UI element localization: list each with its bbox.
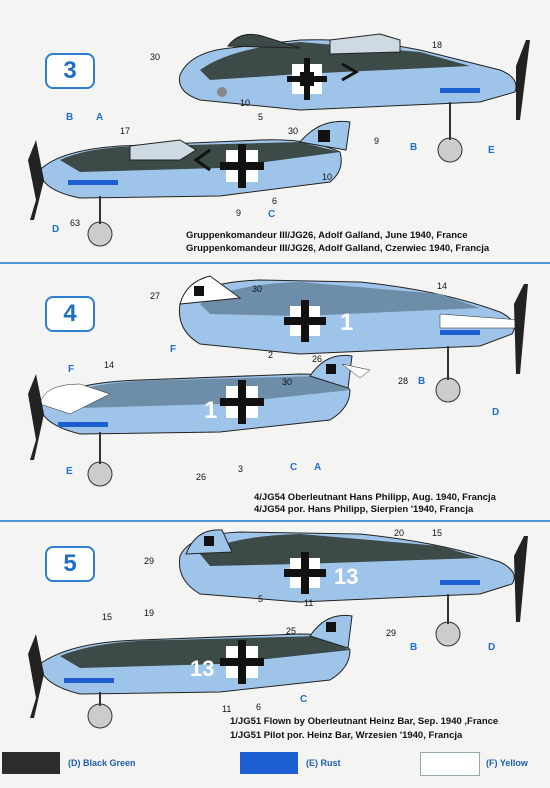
callout-label: B [410, 642, 418, 653]
callout-label: 27 [150, 291, 161, 301]
callout-label: B [66, 112, 74, 123]
legend-label: (F) Yellow [486, 758, 528, 768]
callout-label: A [314, 462, 322, 473]
callout-label: C [268, 209, 276, 220]
callout-label: 9 [236, 208, 242, 218]
callout-label: 20 [394, 528, 405, 538]
scheme-number-badge: 4 [45, 296, 95, 332]
callout-label: F [170, 344, 177, 355]
color-legend [0, 752, 550, 778]
scheme-caption-english: 4/JG54 Oberleutnant Hans Philipp, Aug. 1940, Francja [254, 492, 496, 503]
callout-label: 29 [144, 556, 155, 566]
callout-label: 14 [437, 281, 448, 291]
callout-label: 15 [432, 528, 443, 538]
scheme-section-5 [0, 522, 550, 750]
callout-label: D [488, 642, 496, 653]
callout-label: 5 [258, 112, 264, 122]
callout-label: 26 [196, 472, 207, 482]
legend-swatch-black-green [2, 752, 60, 774]
scheme-caption-polish: Gruppenkomandeur III/JG26, Adolf Galland, Czerwiec 1940, Francja [186, 243, 490, 254]
legend-swatch-rust [240, 752, 298, 774]
callout-label: 15 [102, 612, 113, 622]
callout-label: 29 [386, 628, 397, 638]
callout-label: E [66, 466, 73, 477]
scheme-number-badge: 5 [45, 546, 95, 582]
callout-label: 18 [432, 40, 443, 50]
callout-label: 63 [70, 218, 81, 228]
callout-label: 10 [240, 98, 251, 108]
fuselage-number: 13 [334, 564, 359, 589]
callout-label: 17 [120, 126, 131, 136]
aircraft-illustrations [0, 0, 550, 262]
scheme-number-badge: 3 [45, 53, 95, 89]
svg-text:1: 1 [204, 397, 218, 424]
callout-label: C [300, 694, 308, 705]
callout-label: B [410, 142, 418, 153]
scheme-caption-english: Gruppenkomandeur III/JG26, Adolf Galland, June 1940, France [186, 230, 468, 241]
callout-label: 6 [272, 196, 278, 206]
callout-label: 3 [238, 464, 244, 474]
callout-label: D [492, 407, 500, 418]
callout-label: 26 [312, 354, 323, 364]
callout-label: D [52, 224, 60, 235]
callout-label: E [488, 145, 495, 156]
aircraft-profile [179, 530, 528, 646]
callout-label: 2 [268, 350, 274, 360]
scheme-caption-polish: 1/JG51 Pilot por. Heinz Bar, Wrzesien '1940, Francja [230, 730, 463, 741]
callout-label: 19 [144, 608, 155, 618]
callout-label: 5 [258, 594, 264, 604]
callout-label: 10 [322, 172, 333, 182]
legend-swatch-yellow [420, 752, 480, 776]
svg-text:1: 1 [340, 309, 354, 336]
callout-label: 11 [304, 598, 314, 608]
callout-label: 30 [282, 377, 293, 387]
fuselage-number: 13 [190, 656, 215, 681]
callout-label: 9 [374, 136, 380, 146]
callout-label: 30 [288, 126, 299, 136]
scheme-caption-english: 1/JG51 Flown by Oberleutnant Heinz Bar, Sep. 1940 ,France [230, 716, 499, 727]
aircraft-profile [28, 615, 352, 728]
legend-label: (E) Rust [306, 758, 341, 768]
scheme-section-3 [0, 0, 550, 262]
callout-label: 30 [150, 52, 161, 62]
callout-label: B [418, 376, 426, 387]
legend-label: (D) Black Green [68, 758, 136, 768]
callout-label: F [68, 364, 75, 375]
callout-label: A [96, 112, 104, 123]
aircraft-illustrations [0, 264, 550, 520]
callout-label: 6 [256, 702, 262, 712]
callout-label: 11 [222, 704, 232, 714]
scheme-caption-polish: 4/JG54 por. Hans Philipp, Sierpien '1940, Francja [254, 504, 474, 515]
callout-label: 28 [398, 376, 409, 386]
callout-label: C [290, 462, 298, 473]
callout-label: 25 [286, 626, 297, 636]
callout-label: 30 [252, 284, 263, 294]
callout-label: 14 [104, 360, 115, 370]
scheme-section-4 [0, 264, 550, 520]
